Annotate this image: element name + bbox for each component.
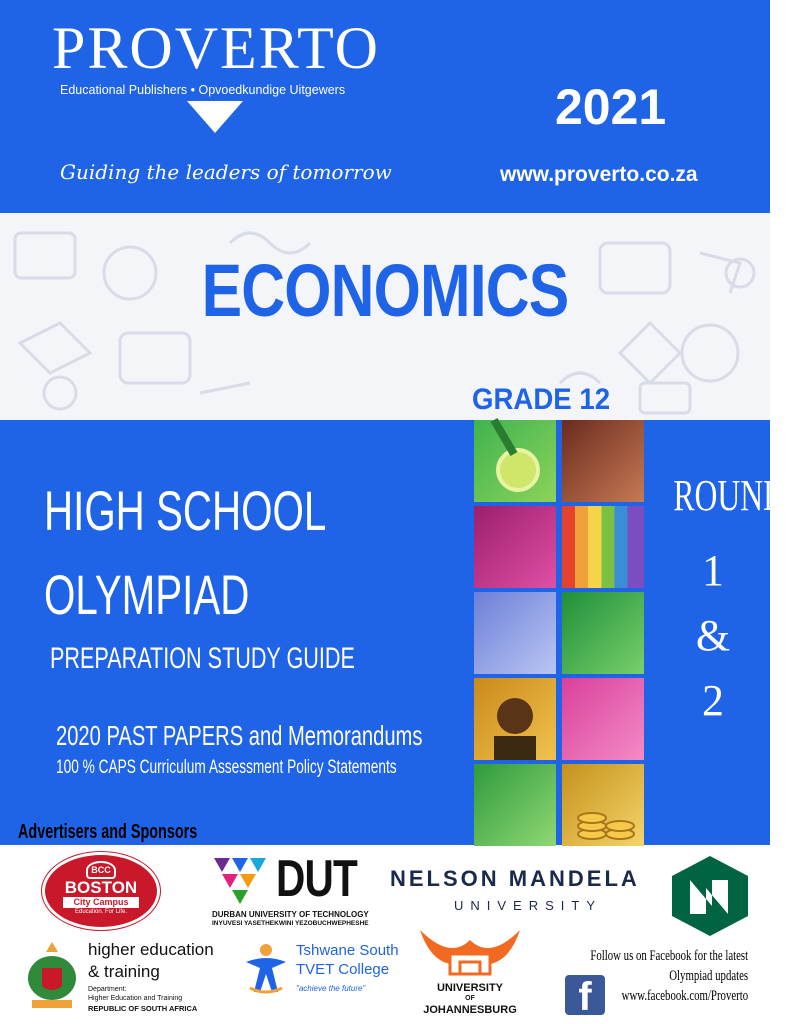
dhet-department: Department: [88, 986, 127, 993]
writing-photo [474, 592, 556, 674]
dhet-logo [24, 938, 224, 1018]
tshwane-south-tvet-logo [240, 940, 410, 1000]
boston-campus: City Campus [63, 897, 139, 908]
edition-year: 2021 [555, 79, 667, 135]
tvet-name-line1: Tshwane South [296, 942, 399, 959]
olympiad-title-line2: OLYMPIAD [44, 563, 250, 626]
round-number-two: 2 [702, 676, 724, 725]
subject-title: ECONOMICS [201, 249, 569, 332]
uj-emblem-icon [410, 920, 530, 982]
round-number-one: 1 [702, 546, 724, 595]
coat-of-arms-icon [24, 938, 80, 1014]
nedbank-logo [668, 854, 752, 938]
smiling-student-photo [474, 678, 556, 760]
classroom-photo [562, 420, 644, 502]
website-url[interactable]: www.proverto.co.za [500, 163, 698, 186]
grade-label: GRADE 12 [472, 383, 611, 416]
nedbank-logo-icon [668, 854, 752, 938]
prep-guide-label: PREPARATION STUDY GUIDE [50, 642, 355, 675]
facebook-url[interactable]: www.facebook.com/Proverto [621, 988, 748, 1004]
uj-johannesburg: JOHANNESBURG [423, 1004, 517, 1016]
photo-grid [474, 420, 644, 845]
uj-of: OF [465, 995, 475, 1002]
round-ampersand: & [695, 611, 731, 660]
tvet-figure-icon [240, 940, 292, 996]
group-photo [562, 592, 644, 674]
sponsors-heading: Advertisers and Sponsors [18, 821, 198, 843]
boston-city-campus-logo [42, 852, 160, 930]
dhet-training: & training [88, 962, 160, 981]
proverto-logo: PROVERTO [52, 15, 381, 81]
follow-line2: Olympiad updates [669, 968, 748, 984]
tagline: Guiding the leaders of tomorrow [60, 160, 392, 184]
dut-triangles-icon [212, 854, 274, 910]
logo-arrow-icon [187, 101, 243, 133]
tvet-name-line2: TVET College [296, 961, 390, 978]
dhet-higher-education: higher education [88, 940, 214, 959]
coins-photo [562, 764, 644, 846]
dut-logo [212, 852, 372, 932]
winners-photo [474, 764, 556, 846]
university-of-johannesburg-logo [410, 920, 530, 1020]
caps-label: 100 % CAPS Curriculum Assessment Policy Statements [56, 757, 397, 778]
nmu-name: NELSON MANDELA [390, 866, 640, 891]
facebook-icon[interactable]: f [565, 975, 605, 1015]
pencils-photo [562, 506, 644, 588]
boston-crest-icon: BCC [86, 861, 116, 879]
students-photo [474, 506, 556, 588]
medal-photo [474, 420, 556, 502]
olympiad-title-line1: HIGH SCHOOL [44, 479, 327, 542]
uj-university: UNIVERSITY [436, 982, 503, 994]
facebook-follow-text [590, 946, 748, 1006]
dhet-department-name: Higher Education and Training [88, 995, 183, 1002]
dut-full-name: DURBAN UNIVERSITY OF TECHNOLOGY [212, 910, 369, 919]
nelson-mandela-university-logo [390, 866, 650, 916]
dhet-country: REPUBLIC OF SOUTH AFRICA [88, 1004, 198, 1013]
calculator-photo [562, 678, 644, 760]
follow-line1: Follow us on Facebook for the latest [590, 948, 748, 964]
logo-subtitle: Educational Publishers • Opvoedkundige Uitgewers [60, 83, 346, 97]
boston-motto: Education. For Life. [74, 909, 128, 915]
nmu-university: UNIVERSITY [454, 898, 603, 913]
tvet-motto: "achieve the future" [296, 984, 366, 993]
dut-wordmark: DUT [276, 850, 358, 908]
past-papers-label: 2020 PAST PAPERS and Memorandums [56, 720, 423, 751]
round-label: ROUND [673, 471, 786, 520]
boston-name: BOSTON [64, 878, 138, 897]
dut-zulu-name: INYUVESI YASETHEKWINI YEZOBUCHWEPHESHE [212, 920, 369, 927]
